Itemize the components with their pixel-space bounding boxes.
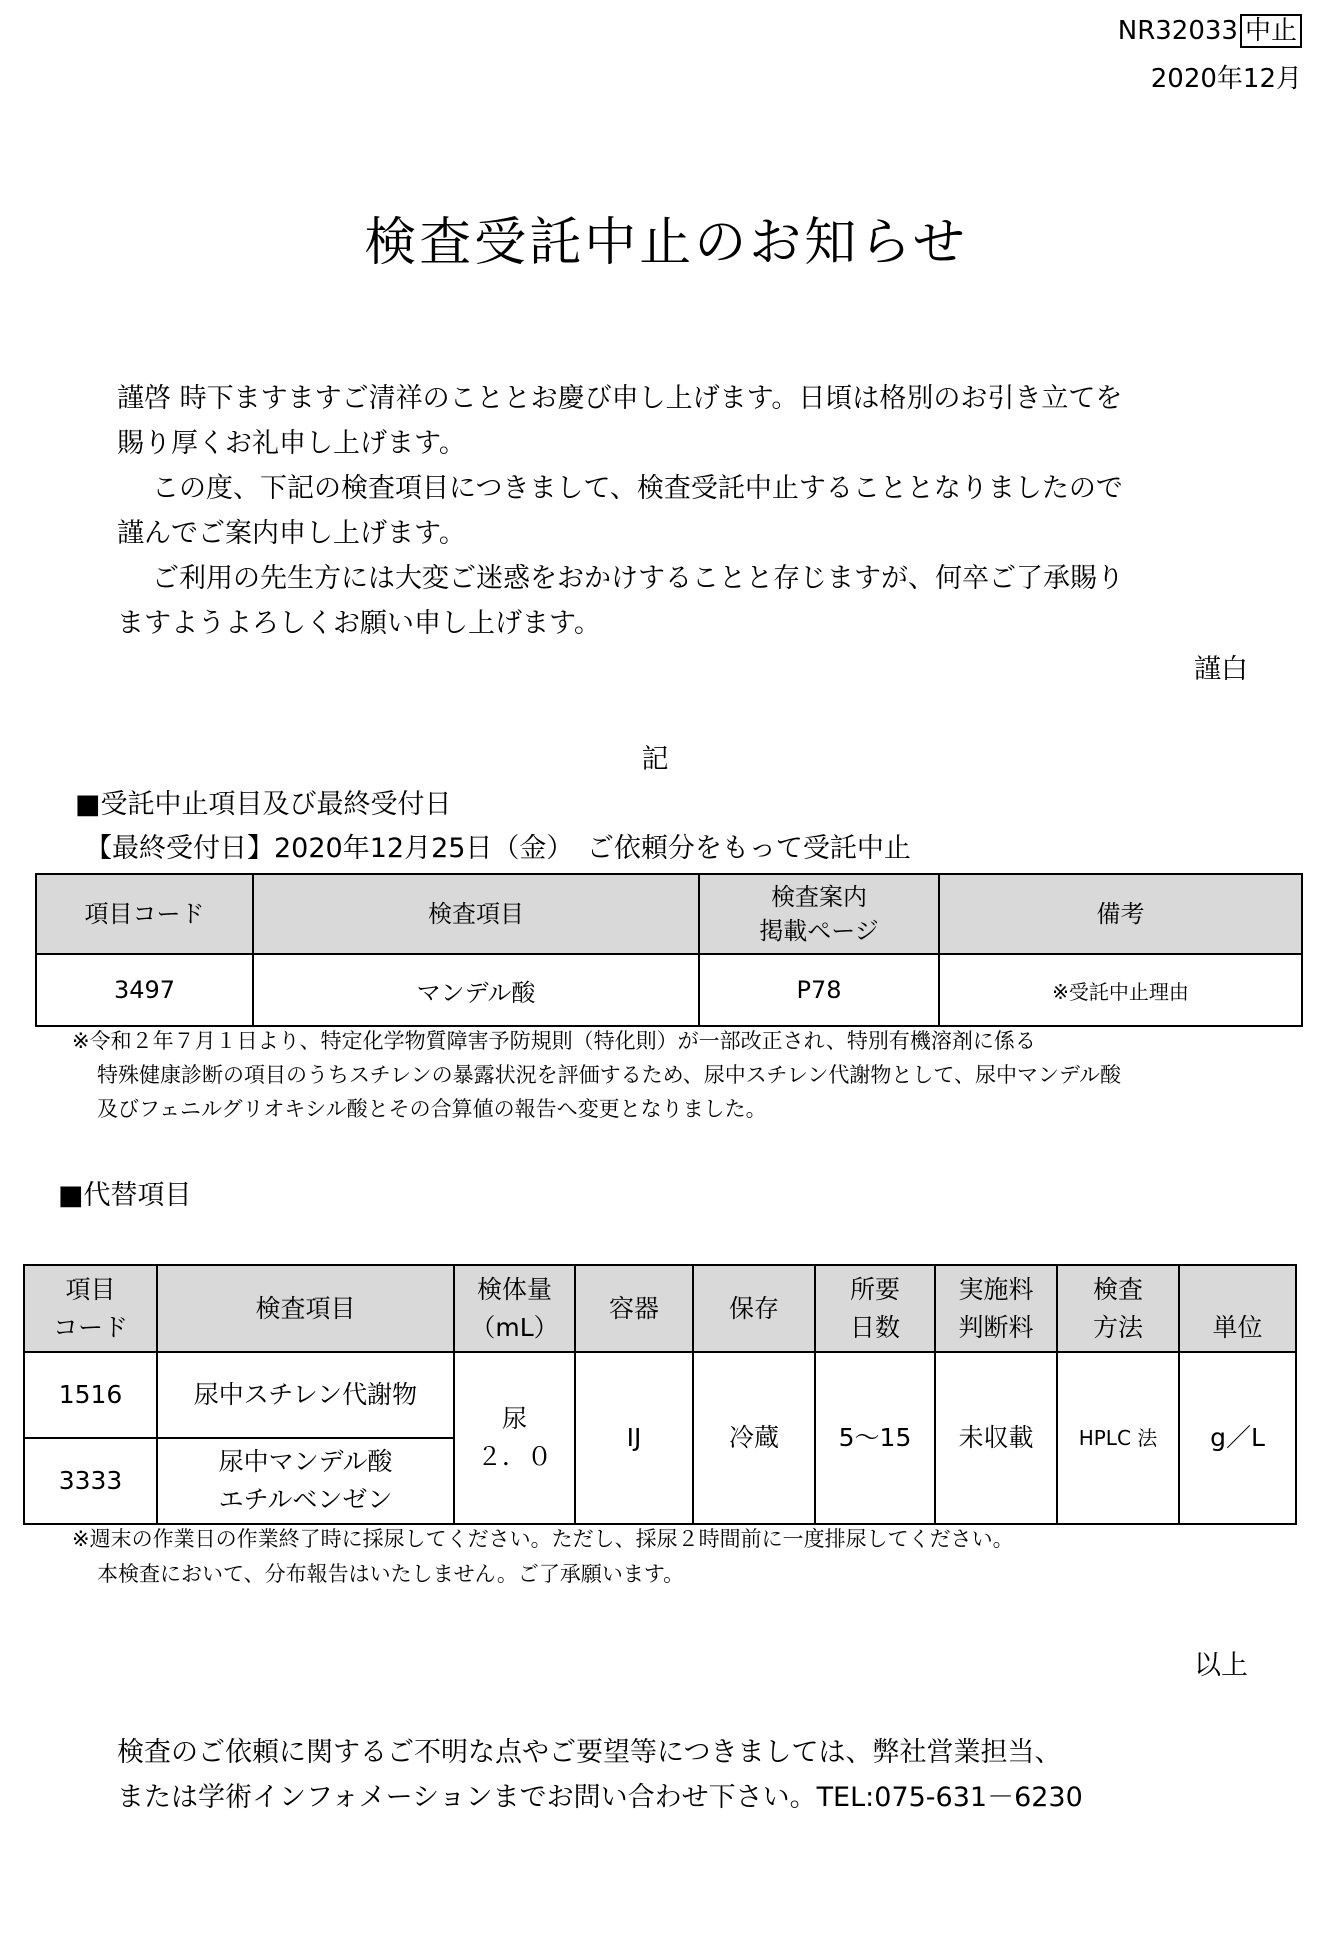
issue-date: 2020年12月	[1150, 64, 1302, 94]
footer-contact	[117, 1730, 1267, 1820]
alternative-table	[23, 1264, 1297, 1525]
ki-marker: 記	[641, 744, 669, 775]
closing-kenpaku: 謹白	[1194, 654, 1248, 685]
header-page	[699, 874, 939, 954]
status-stamp: 中止	[1240, 14, 1302, 48]
final-deadline: 【最終受付日】2020年12月25日（金） ご依頼分をもって受託中止	[85, 833, 911, 864]
header-days	[815, 1265, 935, 1352]
header-method-line1: 検査	[1092, 1274, 1143, 1304]
header-method-line2: 方法	[1092, 1312, 1143, 1342]
section2-heading: ■代替項目	[58, 1180, 192, 1211]
header-fee	[935, 1265, 1057, 1352]
header-code-line2: コード	[52, 1312, 128, 1342]
intro-line: この度、下記の検査項目につきまして、検査受託中止することとなりましたので	[152, 473, 1123, 504]
table-row	[36, 954, 1302, 1026]
header-days-line2: 日数	[849, 1312, 900, 1342]
section1-note: 及びフェニルグリオキシル酸とその合算値の報告へ変更となりました。	[97, 1097, 767, 1121]
cell-fee: 未収載	[935, 1352, 1057, 1524]
cell-days: 5～15	[815, 1352, 935, 1524]
cell-note: ※受託中止理由	[939, 954, 1302, 1026]
document-code-text: NR32033	[1117, 16, 1238, 46]
header-days-line1: 所要	[849, 1274, 900, 1304]
cell-item	[157, 1438, 454, 1524]
header-page-line1: 検査案内	[771, 883, 867, 911]
header-method	[1057, 1265, 1179, 1352]
cell-page: P78	[699, 954, 939, 1026]
cell-code: 1516	[24, 1352, 157, 1438]
footer-line: 検査のご依頼に関するご不明な点やご要望等につきましては、弊社営業担当、	[117, 1737, 1062, 1768]
cell-unit: g／L	[1179, 1352, 1296, 1524]
intro-line: ご利用の先生方には大変ご迷惑をおかけすることと存じますが、何卒ご了承賜り	[152, 563, 1124, 594]
section1-heading: ■受託中止項目及び最終受付日	[75, 789, 452, 820]
cell-item: マンデル酸	[253, 954, 699, 1026]
header-item: 検査項目	[157, 1265, 454, 1352]
header-container: 容器	[575, 1265, 693, 1352]
cell-method: HPLC 法	[1057, 1352, 1179, 1524]
table-header-row	[36, 874, 1302, 954]
intro-line: 謹啓 時下ますますご清祥のこととお慶び申し上げます。日頃は格別のお引き立てを	[117, 383, 1123, 414]
table-row	[24, 1352, 1296, 1438]
header-volume-line1: 検体量	[476, 1274, 552, 1304]
section1-note: ※令和２年７月１日より、特定化学物質障害予防規則（特化則）が一部改正され、特別有機溶剤に係る	[72, 1029, 1036, 1053]
header-volume	[454, 1265, 575, 1352]
header-code-line1: 項目	[65, 1274, 116, 1304]
section1-note: 特殊健康診断の項目のうちスチレンの暴露状況を評価するため、尿中スチレン代謝物として、尿中マンデル酸	[97, 1063, 1121, 1087]
closing-ijo: 以上	[1194, 1650, 1248, 1681]
table-header-row	[24, 1265, 1296, 1352]
footer-line: または学術インフォメーションまでお問い合わせ下さい。TEL:075-631－6230	[117, 1782, 1083, 1813]
header-note: 備考	[939, 874, 1302, 954]
intro-paragraph	[117, 376, 1267, 646]
volume-amount: ２．０	[476, 1442, 552, 1471]
cell-volume	[454, 1352, 575, 1524]
header-code	[24, 1265, 157, 1352]
cell-code: 3333	[24, 1438, 157, 1524]
cell-item-line2: エチルベンゼン	[218, 1485, 393, 1514]
intro-line: 賜り厚くお礼申し上げます。	[117, 428, 466, 459]
cell-container: IJ	[575, 1352, 693, 1524]
document-code	[1118, 14, 1302, 48]
cell-storage: 冷蔵	[693, 1352, 815, 1524]
section2-note: ※週末の作業日の作業終了時に採尿してください。ただし、採尿２時間前に一度排尿してください。	[72, 1527, 1014, 1551]
header-fee-line2: 判断料	[958, 1312, 1034, 1342]
page-title: 検査受託中止のお知らせ	[364, 213, 968, 273]
header-item: 検査項目	[253, 874, 699, 954]
section2-note: 本検査において、分布報告はいたしません。ご了承願います。	[97, 1562, 685, 1586]
cell-code: 3497	[36, 954, 253, 1026]
header-code: 項目コード	[36, 874, 253, 954]
intro-line: ますようよろしくお願い申し上げます。	[117, 608, 601, 639]
header-storage: 保存	[693, 1265, 815, 1352]
intro-line: 謹んでご案内申し上げます。	[117, 518, 466, 549]
header-fee-line1: 実施料	[958, 1274, 1034, 1304]
cell-item: 尿中スチレン代謝物	[157, 1352, 454, 1438]
volume-specimen: 尿	[501, 1404, 527, 1433]
header-page-line2: 掲載ページ	[759, 917, 879, 945]
header-volume-line2: （mL）	[470, 1312, 559, 1342]
discontinued-table	[35, 873, 1303, 1027]
cell-item-line1: 尿中マンデル酸	[218, 1447, 393, 1476]
header-unit: 単位	[1179, 1265, 1296, 1352]
